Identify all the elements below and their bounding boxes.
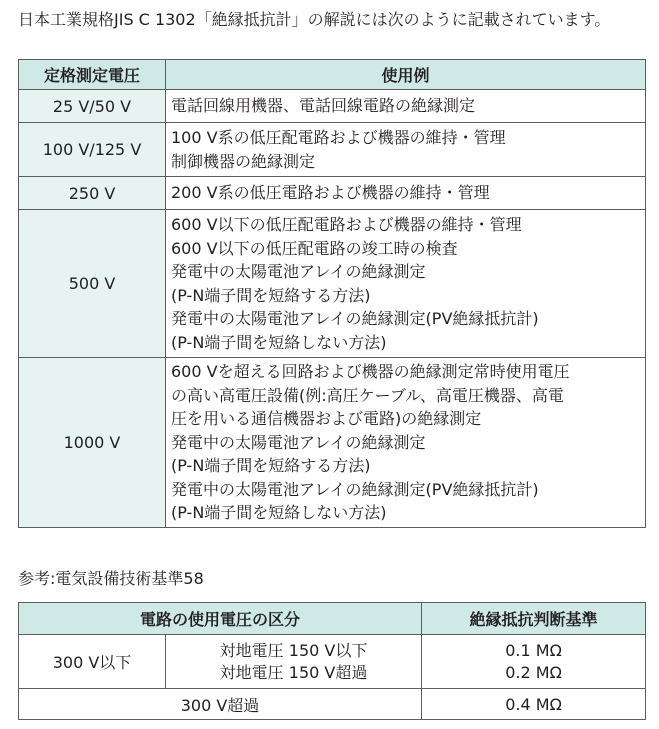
criteria-cell [422,635,646,689]
usage-line: 発電中の太陽電池アレイの絶縁測定 [171,432,426,452]
table-row [19,123,646,177]
insulation-resistance-table [18,602,646,720]
usage-line: 圧を用いる通信機器および電路)の絶縁測定 [171,409,482,429]
usage-line: 制御機器の絶縁測定 [171,151,316,171]
subcategory-line: 対地電圧 150 V超過 [219,662,368,682]
criteria-value: 0.2 MΩ [505,662,562,682]
voltage-cell: 1000 V [19,358,166,528]
usage-line: 電話回線用機器、電話回線電路の絶縁測定 [171,96,476,116]
table-row [19,635,646,689]
table-row [19,210,646,358]
voltage-cell: 25 V/50 V [19,90,166,123]
usage-line: 発電中の太陽電池アレイの絶縁測定 [171,262,426,281]
usage-line: 200 V系の低圧電路および機器の維持・管理 [171,183,490,203]
usage-line: 600 Vを超える回路および機器の絶縁測定常時使用電圧 [171,362,570,382]
reference-note: 参考:電気設備技術基準58 [18,569,204,588]
rated-voltage-table [18,59,646,528]
usage-line: 600 V以下の低圧配電路および機器の維持・管理 [171,215,522,234]
usage-line: 発電中の太陽電池アレイの絶縁測定(PV絶縁抵抗計) [171,309,539,328]
usage-cell [166,358,646,528]
table-row [19,177,646,210]
usage-line: (P-N端子間を短絡しない方法) [171,332,387,352]
voltage-cell: 250 V [19,177,166,210]
table-row [19,689,646,720]
usage-line: 100 V系の低圧配電路および機器の維持・管理 [171,128,506,147]
criteria-value: 0.4 MΩ [422,689,646,720]
table-header-row [19,603,646,635]
usage-line: の高い高電圧設備(例:高圧ケーブル、高電圧機器、高電 [171,385,564,405]
category-cell: 300 V超過 [19,689,422,720]
category-cell: 300 V以下 [19,635,166,689]
criteria-value: 0.1 MΩ [505,640,562,660]
usage-line: (P-N端子間を短絡しない方法) [171,503,387,523]
voltage-cell: 500 V [19,210,166,358]
usage-cell [166,177,646,210]
usage-line: (P-N端子間を短絡する方法) [171,456,371,476]
usage-cell [166,123,646,177]
header-resistance-criteria: 絶縁抵抗判断基準 [422,603,646,635]
usage-cell [166,210,646,358]
usage-line: 600 V以下の低圧配電路の竣工時の検査 [171,238,458,258]
usage-cell [166,90,646,123]
header-usage-example: 使用例 [166,60,646,90]
usage-line: 発電中の太陽電池アレイの絶縁測定(PV絶縁抵抗計) [171,479,539,499]
intro-paragraph: 日本工業規格JIS C 1302「絶縁抵抗計」の解説には次のように記載されています。 [18,10,611,29]
header-voltage-category: 電路の使用電圧の区分 [19,603,422,635]
table-header-row [19,60,646,90]
table-row [19,358,646,528]
voltage-cell: 100 V/125 V [19,123,166,177]
subcategory-line: 対地電圧 150 V以下 [219,640,368,660]
subcategory-cell [166,635,422,689]
usage-line: (P-N端子間を短絡する方法) [171,285,371,305]
header-rated-voltage: 定格測定電圧 [19,60,166,90]
table-row [19,90,646,123]
